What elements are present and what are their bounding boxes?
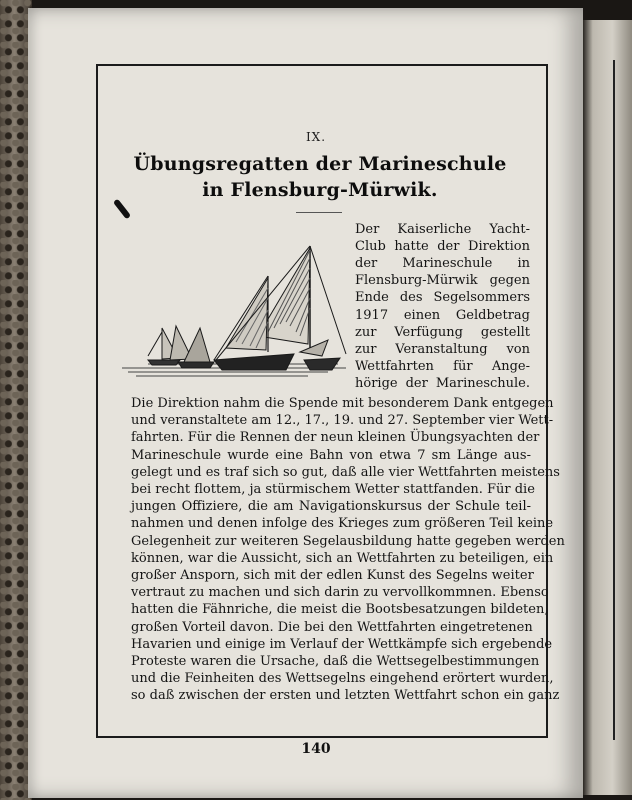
page-number: 140 bbox=[301, 741, 331, 757]
sailboats-illustration bbox=[118, 232, 350, 380]
chapter-title-line-1: Übungsregatten der Marineschule bbox=[133, 153, 507, 175]
body-line: fahrten. Für die Rennen der neun kleinen Übungsyachten der bbox=[131, 430, 540, 446]
body-line: hatten die Fähnriche, die meist die Bootsbesatzungen bildeten, bbox=[131, 602, 549, 618]
body-line: Club hatte der Direktion bbox=[355, 239, 530, 255]
body-line: vertraut zu machen und sich darin zu vervollkommnen. Ebenso bbox=[131, 585, 549, 601]
body-line: hörige der Marineschule. bbox=[355, 375, 530, 391]
body-line: großen Vorteil davon. Die bei den Wettfahrten eingetretenen bbox=[131, 619, 533, 635]
body-line: jungen Offiziere, die am Navigationskursus der Schule teil- bbox=[131, 499, 531, 515]
body-line: bei recht flottem, ja stürmischem Wetter stattfanden. Für die bbox=[131, 482, 535, 497]
body-line: Der Kaiserliche Yacht- bbox=[355, 222, 530, 237]
body-line: Marineschule wurde eine Bahn von etwa 7 sm Länge aus- bbox=[131, 447, 531, 463]
body-line: so daß zwischen der ersten und letzten Wettfahrt schon ein ganz bbox=[131, 688, 560, 704]
body-line: können, war die Aussicht, sich an Wettfahrten zu beteiligen, ein bbox=[131, 550, 554, 566]
body-line: gelegt und es traf sich so gut, daß alle vier Wettfahrten meistens bbox=[131, 464, 560, 480]
title-rule bbox=[296, 212, 342, 213]
body-line: Die Direktion nahm die Spende mit besonderem Dank entgegen bbox=[131, 396, 554, 411]
chapter-title-line-2: in Flensburg-Mürwik. bbox=[202, 179, 438, 201]
body-line: Havarien und einige im Verlauf der Wettkämpfe sich ergebende bbox=[131, 636, 553, 652]
body-line: großer Ansporn, sich mit der edlen Kunst des Segelns weiter bbox=[131, 568, 534, 583]
body-line: und die Feinheiten des Wettsegelns eingehend erörtert wurden, bbox=[131, 671, 554, 687]
body-line: Flensburg-Mürwik gegen bbox=[355, 273, 530, 289]
body-line: zur Verfügung gestellt bbox=[355, 324, 530, 340]
body-line: zur Veranstaltung von bbox=[355, 341, 530, 357]
next-page-frame-line bbox=[613, 60, 615, 740]
body-line: Ende des Segelsommers bbox=[355, 290, 530, 306]
body-line: Wettfahrten für Ange- bbox=[355, 358, 530, 374]
chapter-number: IX. bbox=[305, 130, 327, 144]
body-line: und veranstaltete am 12., 17., 19. und 27. September vier Wett- bbox=[131, 413, 554, 429]
body-line: nahmen und denen infolge des Krieges zum größeren Teil keine bbox=[131, 516, 554, 532]
body-line: Proteste waren die Ursache, daß die Wettsegelbestimmungen bbox=[131, 654, 540, 669]
body-line: Gelegenheit zur weiteren Segelausbildung hatte gegeben werden bbox=[131, 533, 565, 549]
body-line: 1917 einen Geldbetrag bbox=[355, 307, 530, 323]
body-line: der Marineschule in bbox=[355, 256, 530, 272]
